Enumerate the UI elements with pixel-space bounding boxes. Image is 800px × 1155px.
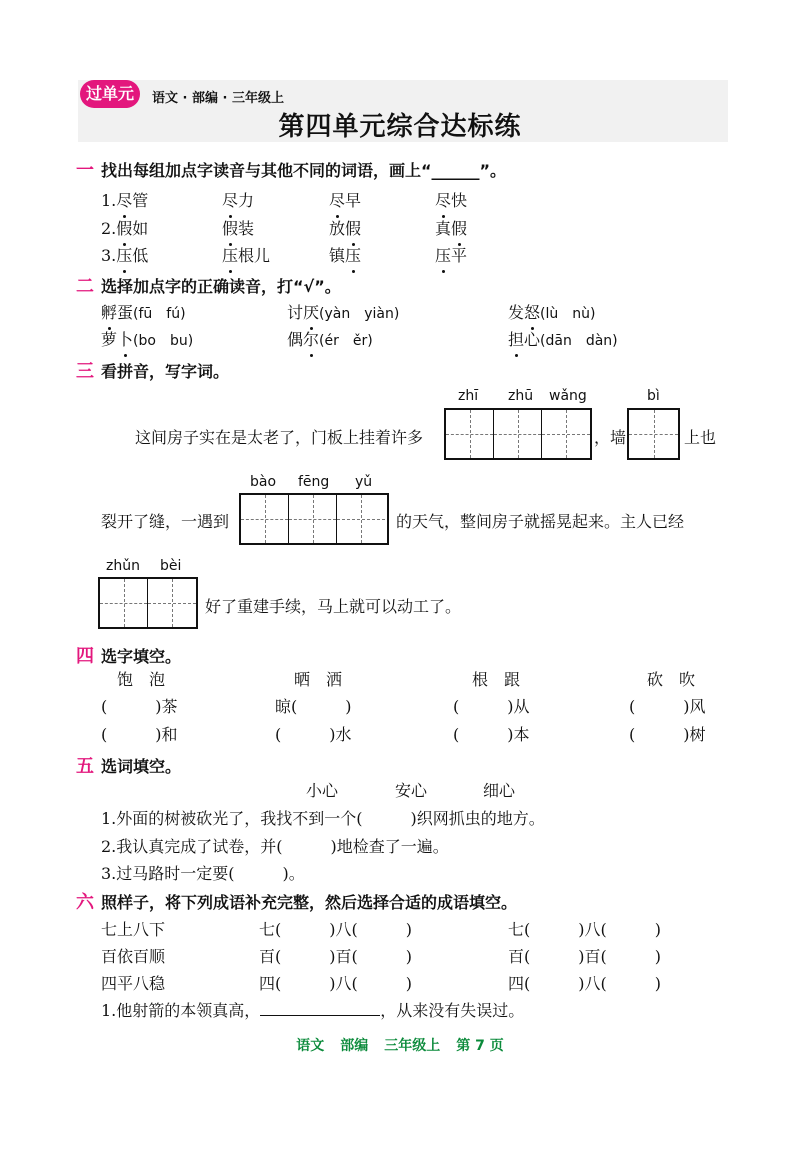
s4-r1-c2[interactable]: 晾( ): [275, 697, 352, 716]
s1-row-2-w2: 假装: [222, 216, 254, 239]
s5-question-1[interactable]: 1.外面的树被砍光了，我找不到一个( )织网抓虫的地方。: [101, 809, 545, 828]
write-cell[interactable]: [100, 579, 148, 627]
s1-row-3-w4: 压平: [435, 243, 467, 266]
pinyin-bao: bào: [250, 474, 277, 490]
s6-r2-example: 百依百顺: [101, 947, 166, 966]
answer-blank[interactable]: [260, 1015, 380, 1016]
s5-option-3: 细心: [483, 781, 516, 800]
s5-question-3[interactable]: 3.过马路时一定要( )。: [101, 864, 305, 883]
s3-line-3-end: 好了重建手续，马上就可以动工了。: [205, 597, 462, 616]
subject-label: 语文 · 部编 · 三年级上: [152, 91, 284, 106]
write-cell[interactable]: [148, 579, 196, 627]
s4-r2-c2[interactable]: ( )水: [275, 725, 352, 744]
section-1-instruction: 找出每组加点字读音与其他不同的词语，画上“______”。: [101, 161, 507, 180]
s6-r1-fill-2[interactable]: 七( )八( ): [508, 920, 661, 939]
s4-r1-c1[interactable]: ( )茶: [101, 697, 178, 716]
s4-group-3: 根 跟: [472, 670, 521, 689]
s4-r2-c1[interactable]: ( )和: [101, 725, 178, 744]
section-4-number: 四: [76, 646, 94, 667]
write-cell[interactable]: [289, 495, 337, 543]
s6-r2-fill-1[interactable]: 百( )百( ): [259, 947, 412, 966]
write-grid-zhizhuwang[interactable]: [444, 408, 592, 460]
s1-row-1-w3: 尽早: [329, 188, 361, 211]
s1-row-1-w4: 尽快: [435, 188, 467, 211]
s3-line-2-end: 的天气，整间房子就摇晃起来。主人已经: [396, 512, 685, 531]
s2-item-6: 担心(dān dàn): [508, 327, 618, 350]
s1-row-1-w2: 尽力: [222, 188, 254, 211]
pinyin-bi: bì: [647, 388, 660, 404]
s3-comma-wall: ，墙: [594, 428, 627, 447]
section-2-instruction: 选择加点字的正确读音，打“√”。: [101, 277, 341, 296]
s5-question-2[interactable]: 2.我认真完成了试卷，并( )地检查了一遍。: [101, 837, 449, 856]
s3-line-1: 这间房子实在是太老了，门板上挂着许多: [135, 428, 424, 447]
page-title: 第四单元综合达标练: [278, 112, 522, 142]
s1-row-2: 2.假如: [101, 216, 148, 239]
pinyin-zhun: zhǔn: [106, 558, 140, 574]
s6-r1-example: 七上八下: [101, 920, 166, 939]
s4-r2-c3[interactable]: ( )本: [453, 725, 530, 744]
s4-group-4: 砍 吹: [647, 670, 696, 689]
write-cell[interactable]: [337, 495, 385, 543]
write-cell[interactable]: [542, 410, 590, 458]
s4-r1-c3[interactable]: ( )从: [453, 697, 530, 716]
pinyin-zhi: zhī: [458, 388, 479, 404]
s2-item-2: 讨厌(yàn yiàn): [287, 300, 399, 323]
s5-option-1: 小心: [306, 781, 339, 800]
section-6-number: 六: [76, 892, 94, 913]
s6-r3-fill-1[interactable]: 四( )八( ): [259, 974, 412, 993]
write-grid-bi[interactable]: [627, 408, 680, 460]
write-cell[interactable]: [241, 495, 289, 543]
s1-row-2-w4: 真假: [435, 216, 467, 239]
section-5-instruction: 选词填空。: [101, 757, 182, 776]
s1-row-1: 1.尽管: [101, 188, 148, 211]
s2-item-4: 萝卜(bo bu): [101, 327, 193, 350]
pinyin-zhu: zhū: [508, 388, 534, 404]
s6-r2-fill-2[interactable]: 百( )百( ): [508, 947, 661, 966]
unit-badge: 过单元: [80, 80, 140, 108]
pinyin-bei: bèi: [160, 558, 182, 574]
section-6-instruction: 照样子，将下列成语补充完整，然后选择合适的成语填空。: [101, 893, 518, 912]
pinyin-yu: yǔ: [355, 474, 373, 490]
section-4-instruction: 选字填空。: [101, 647, 182, 666]
write-grid-baofengyu[interactable]: [239, 493, 389, 545]
write-cell[interactable]: [446, 410, 494, 458]
s4-group-2: 晒 洒: [294, 670, 343, 689]
pinyin-wang: wǎng: [549, 388, 587, 404]
s3-line-1-end: 上也: [684, 428, 717, 447]
s1-row-3-w3: 镇压: [329, 243, 361, 266]
section-3-number: 三: [76, 361, 94, 382]
section-2-number: 二: [76, 276, 94, 297]
s4-r2-c4[interactable]: ( )树: [629, 725, 706, 744]
s2-item-1: 孵蛋(fū fú): [101, 300, 186, 323]
s4-group-1: 饱 泡: [117, 670, 166, 689]
section-1-number: 一: [76, 160, 94, 181]
write-cell[interactable]: [494, 410, 542, 458]
s2-item-3: 发怒(lù nù): [508, 300, 595, 323]
s5-option-2: 安心: [395, 781, 428, 800]
s6-question-1: 1.他射箭的本领真高， ，从来没有失误过。: [101, 1001, 525, 1020]
page-footer: 语文 部编 三年级上 第 7 页: [296, 1038, 504, 1054]
s3-line-2-start: 裂开了缝，一遇到: [101, 512, 230, 531]
s2-item-5: 偶尔(ér ěr): [287, 327, 373, 350]
section-3-instruction: 看拼音，写字词。: [101, 362, 230, 381]
section-5-number: 五: [76, 756, 94, 777]
s6-r1-fill-1[interactable]: 七( )八( ): [259, 920, 412, 939]
s6-r3-example: 四平八稳: [101, 974, 166, 993]
write-grid-zhunbei[interactable]: [98, 577, 198, 629]
s6-r3-fill-2[interactable]: 四( )八( ): [508, 974, 661, 993]
s1-row-2-w3: 放假: [329, 216, 361, 239]
s4-r1-c4[interactable]: ( )风: [629, 697, 706, 716]
s1-row-3: 3.压低: [101, 243, 148, 266]
s1-row-3-w2: 压根儿: [222, 243, 270, 266]
pinyin-feng: fēng: [298, 474, 330, 490]
write-cell[interactable]: [629, 410, 678, 458]
